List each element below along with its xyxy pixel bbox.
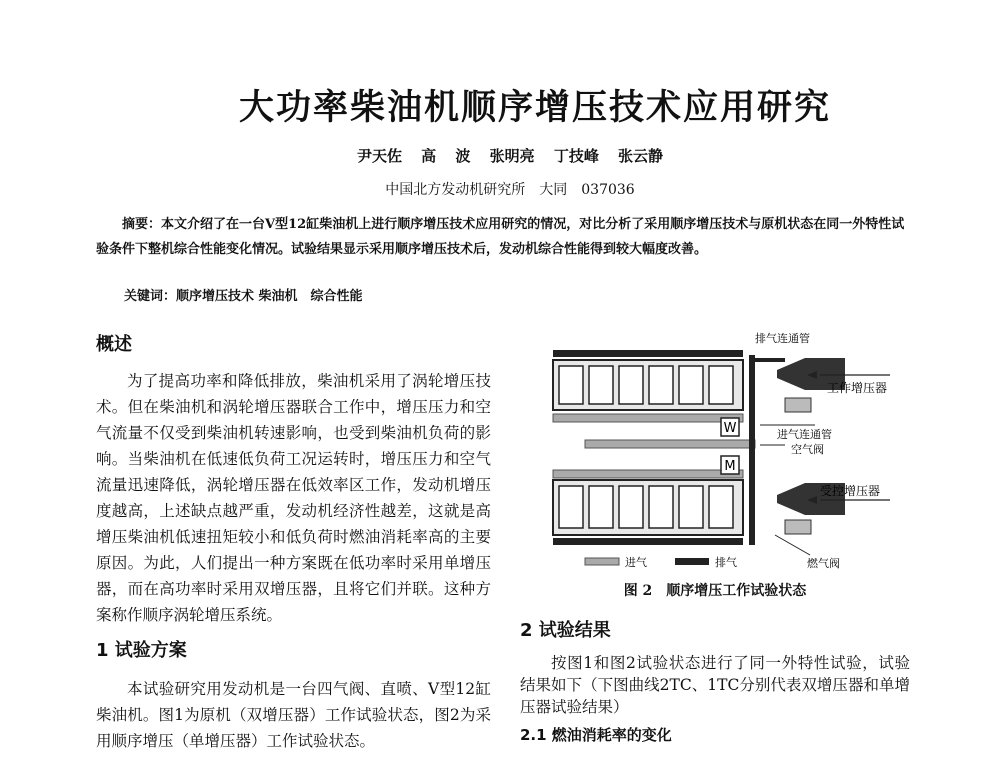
overview-heading: 概述 <box>96 334 132 355</box>
abstract <box>96 212 914 262</box>
abstract-label: 摘要： <box>122 217 162 232</box>
label-exhaust-pipe: 排气连通管 <box>755 332 810 345</box>
lower-exhaust-manifold <box>553 538 743 545</box>
overview-paragraph: 为了提高功率和降低排放，柴油机采用了涡轮增压技术。但在柴油机和涡轮增压器联合工作中，增压压力和空气流量不仅受到柴油机转速影响，也受到柴油机负荷的影响。当柴油机在低速低负荷工况运转时，增压压力和空气流量迅速降低，涡轮增压器在低效率区工作，发动机增压度越高，上述缺点越严重，发动机经济性越差，这就是高增压柴油机低速扭矩较小和低负荷时燃油消耗率高的主要原因。为此，人们提出一种方案既在低功率时采用单增压器，而在高功率时采用双增压器，且将它们并联。这种方案称作顺序涡轮增压系统。 <box>96 372 491 624</box>
w-label: W <box>723 421 737 436</box>
label-working-turbo: 工作增压器 <box>827 381 888 395</box>
section-1-paragraph: 本试验研究用发动机是一台四气阀、直喷、V型12缸柴油机。图1为原机（双增压器）工作试验状态，图2为采用顺序增压（单增压器）工作试验状态。 <box>96 680 491 750</box>
section-2-1-heading: 2.1 燃油消耗率的变化 <box>520 726 672 744</box>
upper-intake-manifold <box>553 414 743 422</box>
working-compressor <box>785 398 811 412</box>
label-air-valve: 空气阀 <box>791 443 824 456</box>
keywords <box>124 285 363 304</box>
section-2-heading: 2 试验结果 <box>520 620 611 641</box>
label-controlled-turbo: 受控增压器 <box>820 484 881 498</box>
author-list: 尹天佐 高 波 张明亮 丁技峰 张云静 <box>356 147 664 165</box>
legend-intake-label: 进气 <box>625 556 647 569</box>
intake-crossover <box>585 440 755 448</box>
legend-intake-swatch <box>585 558 619 565</box>
legend-exhaust-label: 排气 <box>715 556 737 569</box>
paper-title: 大功率柴油机顺序增压技术应用研究 <box>238 88 831 128</box>
section-1-heading: 1 试验方案 <box>96 640 187 661</box>
controlled-compressor <box>785 520 811 534</box>
lower-intake-manifold <box>553 470 743 478</box>
abstract-text: 本文介绍了在一台V型12缸柴油机上进行顺序增压技术应用研究的情况，对比分析了采用顺序增压技术与原机状态在同一外特性试验条件下整机综合性能变化情况。试验结果显示采用顺序增压技术后，发动机综合性能得到较大幅度改善。 <box>96 217 905 257</box>
section-2-paragraph: 按图1和图2试验状态进行了同一外特性试验，试验结果如下（下图曲线2TC、1TC分别代表双增压器和单增压器试验结果） <box>520 654 910 716</box>
sequential-turbo-diagram <box>545 330 905 580</box>
m-label: M <box>724 459 736 474</box>
label-gas-valve: 燃气阀 <box>807 557 840 570</box>
exhaust-connecting-pipe <box>749 355 755 545</box>
upper-exhaust-manifold <box>553 350 743 357</box>
keywords-text: 顺序增压技术 柴油机 综合性能 <box>176 289 363 304</box>
affiliation: 中国北方发动机研究所 大同 037036 <box>385 182 635 198</box>
legend-exhaust-swatch <box>675 558 709 565</box>
label-intake-pipe: 进气连通管 <box>777 428 832 441</box>
keywords-label: 关键词： <box>124 289 177 304</box>
figure-caption: 图 2 顺序增压工作试验状态 <box>623 583 807 599</box>
